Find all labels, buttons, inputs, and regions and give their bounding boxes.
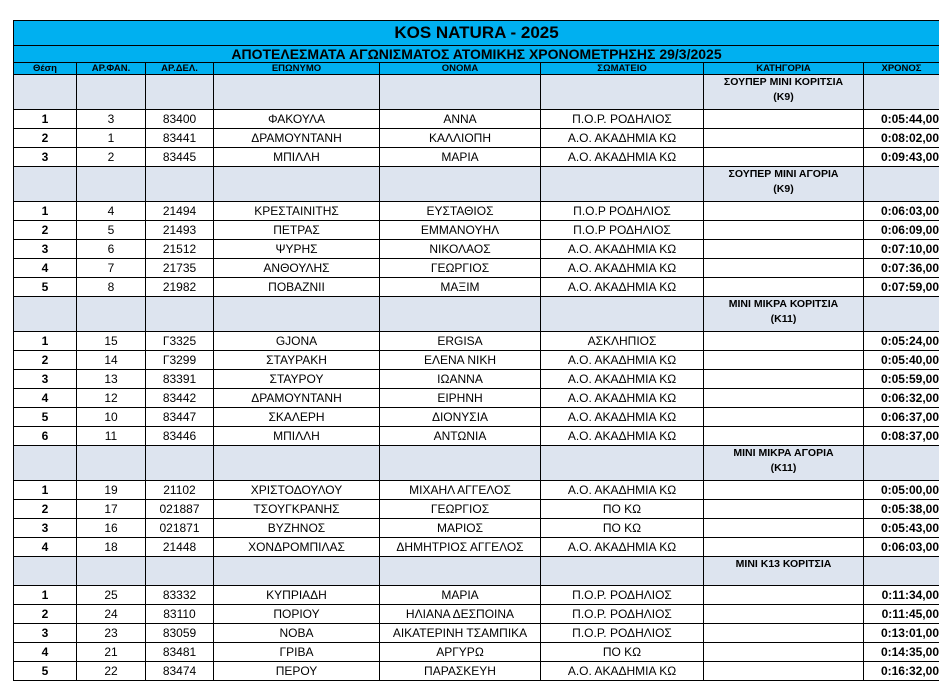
empty-cell — [864, 557, 939, 586]
empty-cell — [380, 167, 541, 202]
bib-cell: 25 — [77, 586, 146, 605]
registration-cell: 21448 — [146, 538, 214, 557]
category-cell — [704, 586, 864, 605]
bib-cell: 19 — [77, 481, 146, 500]
category-cell — [704, 389, 864, 408]
header-name: ΟΝΟΜΑ — [380, 63, 541, 75]
surname-cell: ΦΑΚΟΥΛΑ — [214, 110, 380, 129]
position-cell: 5 — [14, 662, 77, 681]
empty-cell — [380, 446, 541, 481]
first-name-cell: ΕΜΜΑΝΟΥΗΛ — [380, 221, 541, 240]
position-cell: 6 — [14, 427, 77, 446]
empty-cell — [541, 297, 704, 332]
category-name: ΣΟΥΠΕΡ ΜΙΝΙ ΚΟΡΙΤΣΙΑ — [723, 76, 844, 88]
category-name: ΜΙΝΙ ΜΙΚΡΑ ΚΟΡΙΤΣΙΑ — [728, 298, 839, 310]
category-cell — [704, 408, 864, 427]
category-title — [704, 297, 864, 332]
bib-cell: 15 — [77, 332, 146, 351]
empty-cell — [146, 446, 214, 481]
club-cell: Α.Ο. ΑΚΑΔΗΜΙΑ ΚΩ — [541, 129, 704, 148]
table-row — [14, 408, 939, 427]
table-row — [14, 259, 939, 278]
category-cell — [704, 221, 864, 240]
category-title — [704, 75, 864, 110]
header-time: ΧΡΟΝΟΣ — [864, 63, 939, 75]
surname-cell: ΠΟΡΙΟΥ — [214, 605, 380, 624]
position-cell: 3 — [14, 519, 77, 538]
category-name: ΜΙΝΙ Κ13 ΚΟΡΙΤΣΙΑ — [735, 558, 832, 570]
club-cell: Α.Ο. ΑΚΑΔΗΜΙΑ ΚΩ — [541, 351, 704, 370]
first-name-cell: ΙΩΑΝΝΑ — [380, 370, 541, 389]
category-title — [704, 446, 864, 481]
first-name-cell: ΠΑΡΑΣΚΕΥΗ — [380, 662, 541, 681]
first-name-cell: ΔΙΟΝΥΣΙΑ — [380, 408, 541, 427]
category-cell — [704, 202, 864, 221]
surname-cell: ΒΥΖΗΝΟΣ — [214, 519, 380, 538]
registration-cell: 21494 — [146, 202, 214, 221]
bib-cell: 7 — [77, 259, 146, 278]
bib-cell: 13 — [77, 370, 146, 389]
club-cell: Π.Ο.Ρ. ΡΟΔΗΛΙΟΣ — [541, 586, 704, 605]
registration-cell: 83446 — [146, 427, 214, 446]
empty-cell — [14, 75, 77, 110]
first-name-cell: ΚΑΛΛΙΟΠΗ — [380, 129, 541, 148]
category-header-row — [14, 167, 939, 202]
first-name-cell: ΗΛΙΑΝΑ ΔΕΣΠΟΙΝΑ — [380, 605, 541, 624]
category-cell — [704, 662, 864, 681]
first-name-cell: ΜΑΡΙΑ — [380, 586, 541, 605]
registration-cell: 83400 — [146, 110, 214, 129]
position-cell: 3 — [14, 624, 77, 643]
time-cell: 0:06:03,00 — [864, 538, 939, 557]
table-row — [14, 500, 939, 519]
time-cell: 0:07:36,00 — [864, 259, 939, 278]
bib-cell: 17 — [77, 500, 146, 519]
table-row — [14, 240, 939, 259]
surname-cell: ΠΕΡΟΥ — [214, 662, 380, 681]
table-row — [14, 586, 939, 605]
time-cell: 0:07:59,00 — [864, 278, 939, 297]
bib-cell: 23 — [77, 624, 146, 643]
header-position: Θέση — [14, 63, 77, 75]
time-cell: 0:05:24,00 — [864, 332, 939, 351]
time-cell: 0:08:02,00 — [864, 129, 939, 148]
table-row — [14, 427, 939, 446]
bib-cell: 5 — [77, 221, 146, 240]
position-cell: 1 — [14, 481, 77, 500]
position-cell: 3 — [14, 370, 77, 389]
category-code: (Κ9) — [773, 183, 794, 195]
category-cell — [704, 643, 864, 662]
empty-cell — [146, 557, 214, 586]
category-code: (Κ11) — [770, 462, 797, 474]
position-cell: 3 — [14, 240, 77, 259]
time-cell: 0:06:03,00 — [864, 202, 939, 221]
time-cell: 0:05:59,00 — [864, 370, 939, 389]
category-cell — [704, 427, 864, 446]
registration-cell: 21512 — [146, 240, 214, 259]
time-cell: 0:06:09,00 — [864, 221, 939, 240]
empty-cell — [864, 75, 939, 110]
empty-cell — [214, 167, 380, 202]
surname-cell: ΚΥΠΡΙΑΔΗ — [214, 586, 380, 605]
club-cell: Α.Ο. ΑΚΑΔΗΜΙΑ ΚΩ — [541, 408, 704, 427]
first-name-cell: ΑΙΚΑΤΕΡΙΝΗ ΤΣΑΜΠΙΚΑ — [380, 624, 541, 643]
position-cell: 2 — [14, 500, 77, 519]
empty-cell — [214, 75, 380, 110]
club-cell: Α.Ο. ΑΚΑΔΗΜΙΑ ΚΩ — [541, 278, 704, 297]
category-cell — [704, 605, 864, 624]
surname-cell: ΚΡΕΣΤΑΙΝΙΤΗΣ — [214, 202, 380, 221]
empty-cell — [146, 75, 214, 110]
position-cell: 4 — [14, 643, 77, 662]
empty-cell — [14, 167, 77, 202]
table-row — [14, 662, 939, 681]
club-cell: ΠΟ ΚΩ — [541, 500, 704, 519]
time-cell: 0:08:37,00 — [864, 427, 939, 446]
position-cell: 1 — [14, 202, 77, 221]
position-cell: 4 — [14, 259, 77, 278]
bib-cell: 11 — [77, 427, 146, 446]
category-header-row — [14, 297, 939, 332]
first-name-cell: ΜΙΧΑΗΛ ΑΓΓΕΛΟΣ — [380, 481, 541, 500]
table-row — [14, 129, 939, 148]
time-cell: 0:05:00,00 — [864, 481, 939, 500]
position-cell: 2 — [14, 129, 77, 148]
category-cell — [704, 500, 864, 519]
empty-cell — [146, 167, 214, 202]
bib-cell: 21 — [77, 643, 146, 662]
empty-cell — [541, 557, 704, 586]
empty-cell — [14, 446, 77, 481]
empty-cell — [864, 446, 939, 481]
surname-cell: ΠΟΒΑΖΝΙΙ — [214, 278, 380, 297]
table-row — [14, 332, 939, 351]
table-row — [14, 481, 939, 500]
club-cell: Π.Ο.Ρ. ΡΟΔΗΛΙΟΣ — [541, 624, 704, 643]
empty-cell — [214, 297, 380, 332]
category-name: ΣΟΥΠΕΡ ΜΙΝΙ ΑΓΟΡΙΑ — [728, 168, 839, 180]
empty-cell — [77, 446, 146, 481]
surname-cell: ΔΡΑΜΟΥΝΤΑΝΗ — [214, 389, 380, 408]
table-row — [14, 389, 939, 408]
table-row — [14, 221, 939, 240]
time-cell: 0:16:32,00 — [864, 662, 939, 681]
empty-cell — [380, 557, 541, 586]
surname-cell: GJONA — [214, 332, 380, 351]
position-cell: 2 — [14, 351, 77, 370]
registration-cell: 83391 — [146, 370, 214, 389]
table-row — [14, 370, 939, 389]
first-name-cell: ERGISA — [380, 332, 541, 351]
category-header-row — [14, 446, 939, 481]
empty-cell — [14, 557, 77, 586]
column-header-row — [14, 63, 939, 75]
category-cell — [704, 148, 864, 167]
bib-cell: 22 — [77, 662, 146, 681]
club-cell: Α.Ο. ΑΚΑΔΗΜΙΑ ΚΩ — [541, 389, 704, 408]
first-name-cell: ΓΕΩΡΓΙΟΣ — [380, 500, 541, 519]
category-cell — [704, 332, 864, 351]
time-cell: 0:09:43,00 — [864, 148, 939, 167]
surname-cell: ΓΡΙΒΑ — [214, 643, 380, 662]
table-row — [14, 605, 939, 624]
first-name-cell: ΕΙΡΗΝΗ — [380, 389, 541, 408]
first-name-cell: ΕΛΕΝΑ ΝΙΚΗ — [380, 351, 541, 370]
empty-cell — [146, 297, 214, 332]
first-name-cell: ΜΑΡΙΟΣ — [380, 519, 541, 538]
position-cell: 1 — [14, 110, 77, 129]
surname-cell: ΔΡΑΜΟΥΝΤΑΝΗ — [214, 129, 380, 148]
table-row — [14, 148, 939, 167]
bib-cell: 8 — [77, 278, 146, 297]
empty-cell — [14, 297, 77, 332]
empty-cell — [380, 297, 541, 332]
position-cell: 2 — [14, 605, 77, 624]
time-cell: 0:05:38,00 — [864, 500, 939, 519]
registration-cell: 21102 — [146, 481, 214, 500]
position-cell: 5 — [14, 408, 77, 427]
empty-cell — [541, 75, 704, 110]
club-cell: Π.Ο.Ρ ΡΟΔΗΛΙΟΣ — [541, 221, 704, 240]
empty-cell — [77, 75, 146, 110]
results-sheet — [13, 20, 939, 681]
header-registration: ΑΡ.ΔΕΛ. — [146, 63, 214, 75]
bib-cell: 6 — [77, 240, 146, 259]
bib-cell: 4 — [77, 202, 146, 221]
empty-cell — [864, 297, 939, 332]
empty-cell — [541, 446, 704, 481]
category-code: (Κ9) — [773, 91, 794, 103]
position-cell: 4 — [14, 389, 77, 408]
table-row — [14, 202, 939, 221]
first-name-cell: ΜΑΞΙΜ — [380, 278, 541, 297]
category-cell — [704, 259, 864, 278]
category-cell — [704, 481, 864, 500]
title-row — [14, 21, 939, 46]
category-cell — [704, 240, 864, 259]
time-cell: 0:05:43,00 — [864, 519, 939, 538]
surname-cell: ΣΤΑΥΡΟΥ — [214, 370, 380, 389]
registration-cell: 83447 — [146, 408, 214, 427]
surname-cell: ΧΡΙΣΤΟΔΟΥΛΟΥ — [214, 481, 380, 500]
time-cell: 0:05:40,00 — [864, 351, 939, 370]
registration-cell: 83445 — [146, 148, 214, 167]
time-cell: 0:07:10,00 — [864, 240, 939, 259]
empty-cell — [864, 167, 939, 202]
empty-cell — [214, 557, 380, 586]
bib-cell: 18 — [77, 538, 146, 557]
category-cell — [704, 129, 864, 148]
sheet-title: KOS NATURA - 2025 — [14, 21, 939, 46]
time-cell: 0:06:37,00 — [864, 408, 939, 427]
registration-cell: 21493 — [146, 221, 214, 240]
subtitle-row — [14, 46, 939, 63]
table-row — [14, 538, 939, 557]
surname-cell: ΜΠΙΛΛΗ — [214, 427, 380, 446]
bib-cell: 1 — [77, 129, 146, 148]
first-name-cell: ΑΝΝΑ — [380, 110, 541, 129]
club-cell: Α.Ο. ΑΚΑΔΗΜΙΑ ΚΩ — [541, 538, 704, 557]
empty-cell — [541, 167, 704, 202]
club-cell: Α.Ο. ΑΚΑΔΗΜΙΑ ΚΩ — [541, 259, 704, 278]
table-row — [14, 351, 939, 370]
category-cell — [704, 624, 864, 643]
category-code: (Κ11) — [770, 313, 797, 325]
first-name-cell: ΑΝΤΩΝΙΑ — [380, 427, 541, 446]
club-cell: ΑΣΚΛΗΠΙΟΣ — [541, 332, 704, 351]
position-cell: 5 — [14, 278, 77, 297]
surname-cell: ΤΣΟΥΓΚΡΑΝΗΣ — [214, 500, 380, 519]
header-bib: ΑΡ.ΦΑΝ. — [77, 63, 146, 75]
table-row — [14, 643, 939, 662]
time-cell: 0:14:35,00 — [864, 643, 939, 662]
table-row — [14, 624, 939, 643]
registration-cell: 83332 — [146, 586, 214, 605]
surname-cell: ΑΝΘΟΥΛΗΣ — [214, 259, 380, 278]
club-cell: Α.Ο. ΑΚΑΔΗΜΙΑ ΚΩ — [541, 481, 704, 500]
registration-cell: 83442 — [146, 389, 214, 408]
header-surname: ΕΠΩΝΥΜΟ — [214, 63, 380, 75]
first-name-cell: ΔΗΜΗΤΡΙΟΣ ΑΓΓΕΛΟΣ — [380, 538, 541, 557]
empty-cell — [380, 75, 541, 110]
position-cell: 1 — [14, 332, 77, 351]
time-cell: 0:05:44,00 — [864, 110, 939, 129]
header-category: ΚΑΤΗΓΟΡΙΑ — [704, 63, 864, 75]
registration-cell: 83110 — [146, 605, 214, 624]
surname-cell: ΠΕΤΡΑΣ — [214, 221, 380, 240]
first-name-cell: ΝΙΚΟΛΑΟΣ — [380, 240, 541, 259]
club-cell: Α.Ο. ΑΚΑΔΗΜΙΑ ΚΩ — [541, 427, 704, 446]
registration-cell: 021871 — [146, 519, 214, 538]
table-row — [14, 278, 939, 297]
first-name-cell: ΓΕΩΡΓΙΟΣ — [380, 259, 541, 278]
surname-cell: ΣΚΑΛΕΡΗ — [214, 408, 380, 427]
position-cell: 2 — [14, 221, 77, 240]
registration-cell: 83474 — [146, 662, 214, 681]
club-cell: Α.Ο. ΑΚΑΔΗΜΙΑ ΚΩ — [541, 662, 704, 681]
surname-cell: ΨΥΡΗΣ — [214, 240, 380, 259]
position-cell: 3 — [14, 148, 77, 167]
registration-cell: 021887 — [146, 500, 214, 519]
table-row — [14, 519, 939, 538]
category-cell — [704, 351, 864, 370]
club-cell: ΠΟ ΚΩ — [541, 519, 704, 538]
category-cell — [704, 538, 864, 557]
time-cell: 0:06:32,00 — [864, 389, 939, 408]
sheet-subtitle: ΑΠΟΤΕΛΕΣΜΑΤΑ ΑΓΩΝΙΣΜΑΤΟΣ ΑΤΟΜΙΚΗΣ ΧΡΟΝΟΜΕΤΡΗΣΗΣ 29/3/2025 — [14, 46, 939, 63]
category-header-row — [14, 557, 939, 586]
bib-cell: 24 — [77, 605, 146, 624]
time-cell: 0:11:34,00 — [864, 586, 939, 605]
category-title — [704, 557, 864, 586]
category-cell — [704, 110, 864, 129]
position-cell: 1 — [14, 586, 77, 605]
registration-cell: 83481 — [146, 643, 214, 662]
category-header-row — [14, 75, 939, 110]
surname-cell: ΜΠΙΛΛΗ — [214, 148, 380, 167]
category-title — [704, 167, 864, 202]
surname-cell: ΣΤΑΥΡΑΚΗ — [214, 351, 380, 370]
bib-cell: 2 — [77, 148, 146, 167]
bib-cell: 10 — [77, 408, 146, 427]
first-name-cell: ΕΥΣΤΑΘΙΟΣ — [380, 202, 541, 221]
header-club: ΣΩΜΑΤΕΙΟ — [541, 63, 704, 75]
table-row — [14, 110, 939, 129]
bib-cell: 14 — [77, 351, 146, 370]
surname-cell: ΝΟΒΑ — [214, 624, 380, 643]
registration-cell: 83441 — [146, 129, 214, 148]
position-cell: 4 — [14, 538, 77, 557]
club-cell: Π.Ο.Ρ. ΡΟΔΗΛΙΟΣ — [541, 605, 704, 624]
registration-cell: Γ3299 — [146, 351, 214, 370]
bib-cell: 3 — [77, 110, 146, 129]
category-cell — [704, 519, 864, 538]
empty-cell — [77, 167, 146, 202]
category-cell — [704, 278, 864, 297]
registration-cell: 21735 — [146, 259, 214, 278]
category-name: ΜΙΝΙ ΜΙΚΡΑ ΑΓΟΡΙΑ — [733, 447, 834, 459]
empty-cell — [77, 557, 146, 586]
time-cell: 0:13:01,00 — [864, 624, 939, 643]
bib-cell: 16 — [77, 519, 146, 538]
club-cell: ΠΟ ΚΩ — [541, 643, 704, 662]
first-name-cell: ΑΡΓΥΡΩ — [380, 643, 541, 662]
time-cell: 0:11:45,00 — [864, 605, 939, 624]
registration-cell: 21982 — [146, 278, 214, 297]
empty-cell — [77, 297, 146, 332]
club-cell: Π.Ο.Ρ. ΡΟΔΗΛΙΟΣ — [541, 110, 704, 129]
bib-cell: 12 — [77, 389, 146, 408]
surname-cell: ΧΟΝΔΡΟΜΠΙΛΑΣ — [214, 538, 380, 557]
club-cell: Α.Ο. ΑΚΑΔΗΜΙΑ ΚΩ — [541, 240, 704, 259]
empty-cell — [214, 446, 380, 481]
club-cell: Α.Ο. ΑΚΑΔΗΜΙΑ ΚΩ — [541, 370, 704, 389]
registration-cell: 83059 — [146, 624, 214, 643]
first-name-cell: ΜΑΡΙΑ — [380, 148, 541, 167]
club-cell: Α.Ο. ΑΚΑΔΗΜΙΑ ΚΩ — [541, 148, 704, 167]
registration-cell: Γ3325 — [146, 332, 214, 351]
club-cell: Π.Ο.Ρ ΡΟΔΗΛΙΟΣ — [541, 202, 704, 221]
category-cell — [704, 370, 864, 389]
